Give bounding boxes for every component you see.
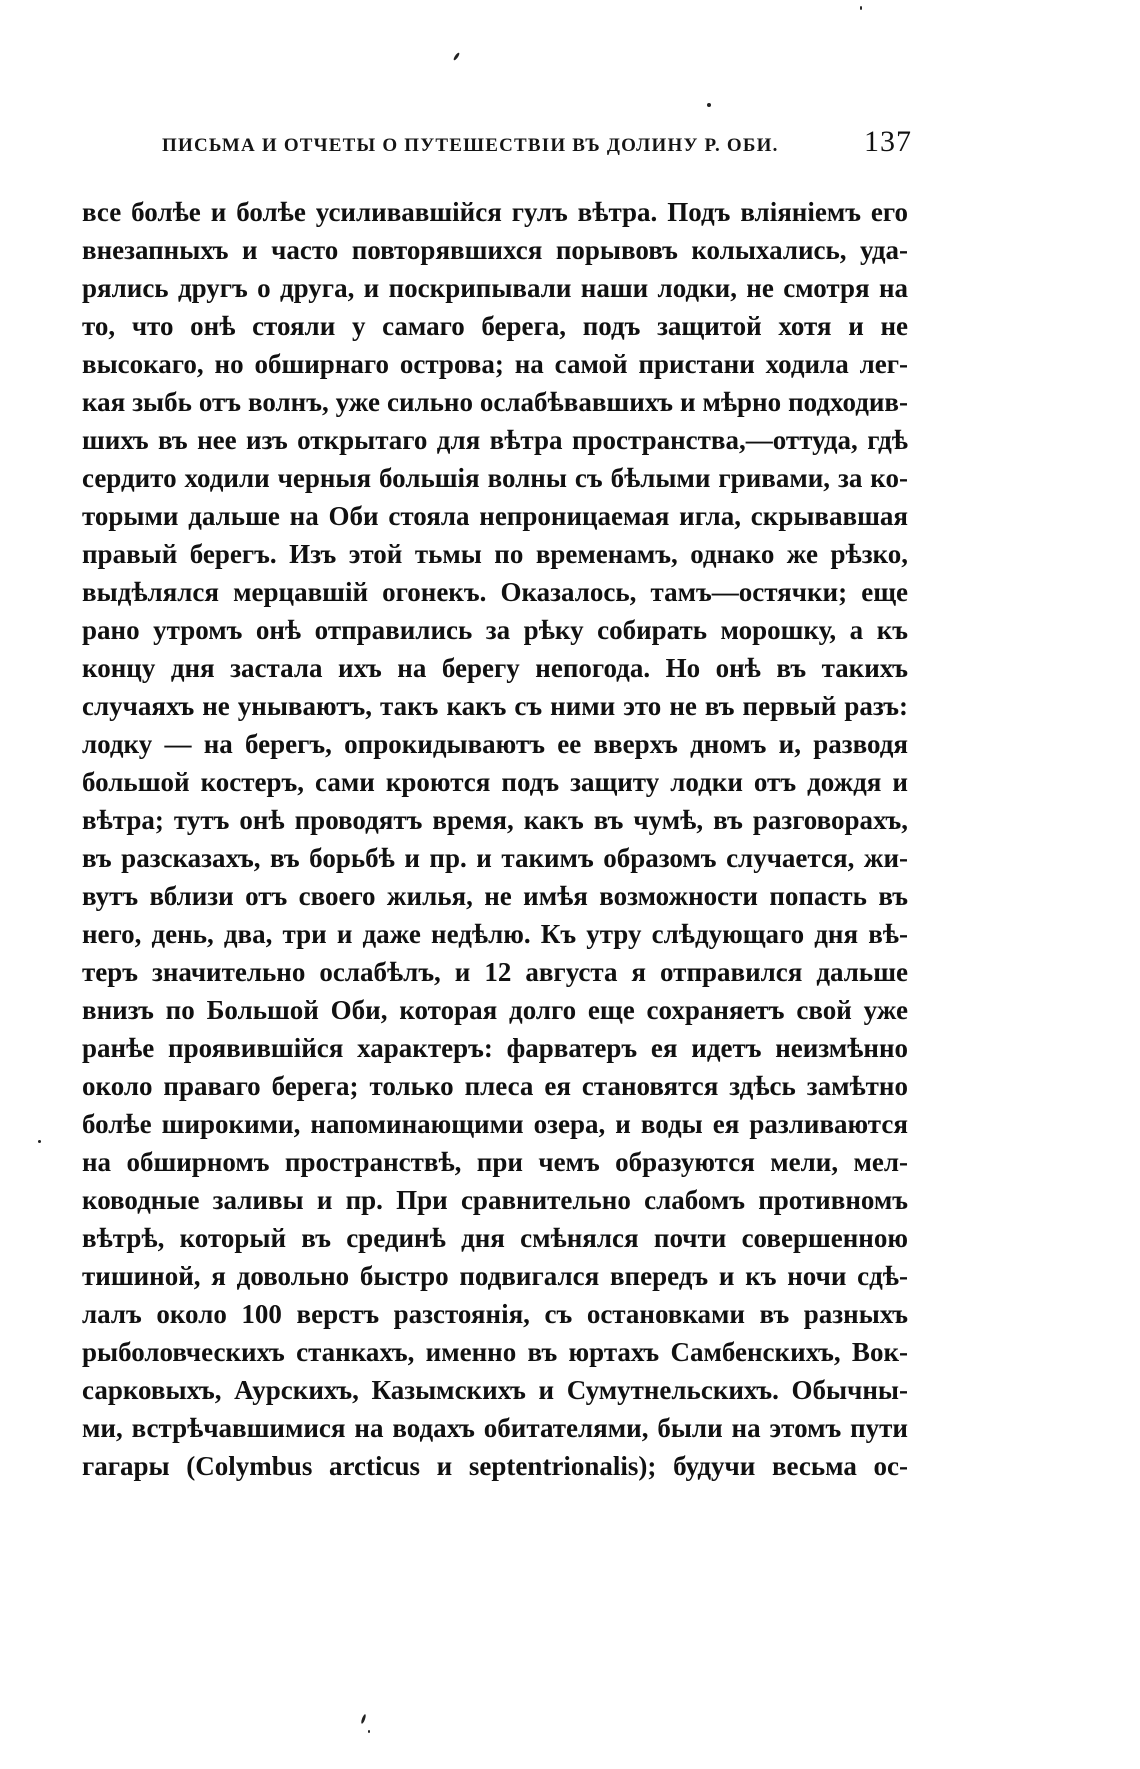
text-line: рыболовческихъ станкахъ, именно въ юртахъ Самбенскихъ, Вок-	[82, 1337, 908, 1367]
text-line: ранѣе проявившійся характеръ: фарватеръ ея идетъ неизмѣнно	[82, 1033, 908, 1063]
running-title: ПИСЬМА И ОТЧЕТЫ О ПУТЕШЕСТВІИ ВЪ ДОЛИНУ Р. ОБИ.	[162, 135, 779, 156]
text-line: лодку — на берегъ, опрокидываютъ ее вверхъ дномъ и, разводя	[82, 729, 908, 759]
page-number: 137	[864, 125, 912, 158]
scan-speck	[38, 1140, 41, 1143]
page-header	[162, 125, 912, 165]
text-line: ководные заливы и пр. При сравнительно слабомъ противномъ	[82, 1185, 908, 1215]
text-line: концу дня застала ихъ на берегу непогода. Но онѣ въ такихъ	[82, 653, 908, 683]
text-line: все болѣе и болѣе усиливавшійся гулъ вѣтра. Подъ вліяніемъ его	[82, 197, 908, 227]
text-line: случаяхъ не унываютъ, такъ какъ съ ними это не въ первый разъ:	[82, 691, 908, 721]
text-line: теръ значительно ослабѣлъ, и 12 августа я отправился дальше	[82, 957, 908, 987]
text-line: большой костеръ, сами кроются подъ защиту лодки отъ дождя и	[82, 767, 908, 797]
text-line: въ разсказахъ, въ борьбѣ и пр. и такимъ образомъ случается, жи-	[82, 843, 908, 873]
text-line: выдѣлялся мерцавшій огонекъ. Оказалось, тамъ—остячки; еще	[82, 577, 908, 607]
text-line: кая зыбь отъ волнъ, уже сильно ослабѣвавшихъ и мѣрно подходив-	[82, 387, 908, 417]
text-line: него, день, два, три и даже недѣлю. Къ утру слѣдующаго дня вѣ-	[82, 919, 908, 949]
scan-speck	[360, 1714, 366, 1724]
scan-speck	[860, 6, 862, 10]
text-line: сарковыхъ, Аурскихъ, Казымскихъ и Сумутнельскихъ. Обычны-	[82, 1375, 908, 1405]
scan-speck	[453, 52, 461, 61]
text-line: гагары (Colymbus arcticus и septentrionalis); будучи весьма ос-	[82, 1451, 908, 1481]
text-line: рялись другъ о друга, и поскрипывали наши лодки, не смотря на	[82, 273, 908, 303]
scan-speck	[707, 103, 711, 107]
text-line: вѣтрѣ, который въ срединѣ дня смѣнялся почти совершенною	[82, 1223, 908, 1253]
text-line: ми, встрѣчавшимися на водахъ обитателями, были на этомъ пути	[82, 1413, 908, 1443]
text-line: то, что онѣ стояли у самаго берега, подъ защитой хотя и не	[82, 311, 908, 341]
text-line: тишиной, я довольно быстро подвигался впередъ и къ ночи сдѣ-	[82, 1261, 908, 1291]
text-line: шихъ въ нее изъ открытаго для вѣтра пространства,—оттуда, гдѣ	[82, 425, 908, 455]
text-line: рано утромъ онѣ отправились за рѣку собирать морошку, а къ	[82, 615, 908, 645]
text-line: правый берегъ. Изъ этой тьмы по временамъ, однако же рѣзко,	[82, 539, 908, 569]
body-text	[82, 193, 908, 1485]
text-line: торыми дальше на Оби стояла непроницаемая игла, скрывавшая	[82, 501, 908, 531]
text-line: сердито ходили черныя большія волны съ бѣлыми гривами, за ко-	[82, 463, 908, 493]
text-line: около праваго берега; только плеса ея становятся здѣсь замѣтно	[82, 1071, 908, 1101]
text-line: на обширномъ пространствѣ, при чемъ образуются мели, мел-	[82, 1147, 908, 1177]
scan-speck	[368, 1730, 370, 1733]
text-line: болѣе широкими, напоминающими озера, и воды ея разливаются	[82, 1109, 908, 1139]
text-line: вутъ вблизи отъ своего жилья, не имѣя возможности попасть въ	[82, 881, 908, 911]
text-line: вѣтра; тутъ онѣ проводятъ время, какъ въ чумѣ, въ разговорахъ,	[82, 805, 908, 835]
text-line: высокаго, но обширнаго острова; на самой пристани ходила лег-	[82, 349, 908, 379]
text-line: лалъ около 100 верстъ разстоянія, съ остановками въ разныхъ	[82, 1299, 908, 1329]
text-line: внезапныхъ и часто повторявшихся порывовъ колыхались, уда-	[82, 235, 908, 265]
text-line: внизъ по Большой Оби, которая долго еще сохраняетъ свой уже	[82, 995, 908, 1025]
